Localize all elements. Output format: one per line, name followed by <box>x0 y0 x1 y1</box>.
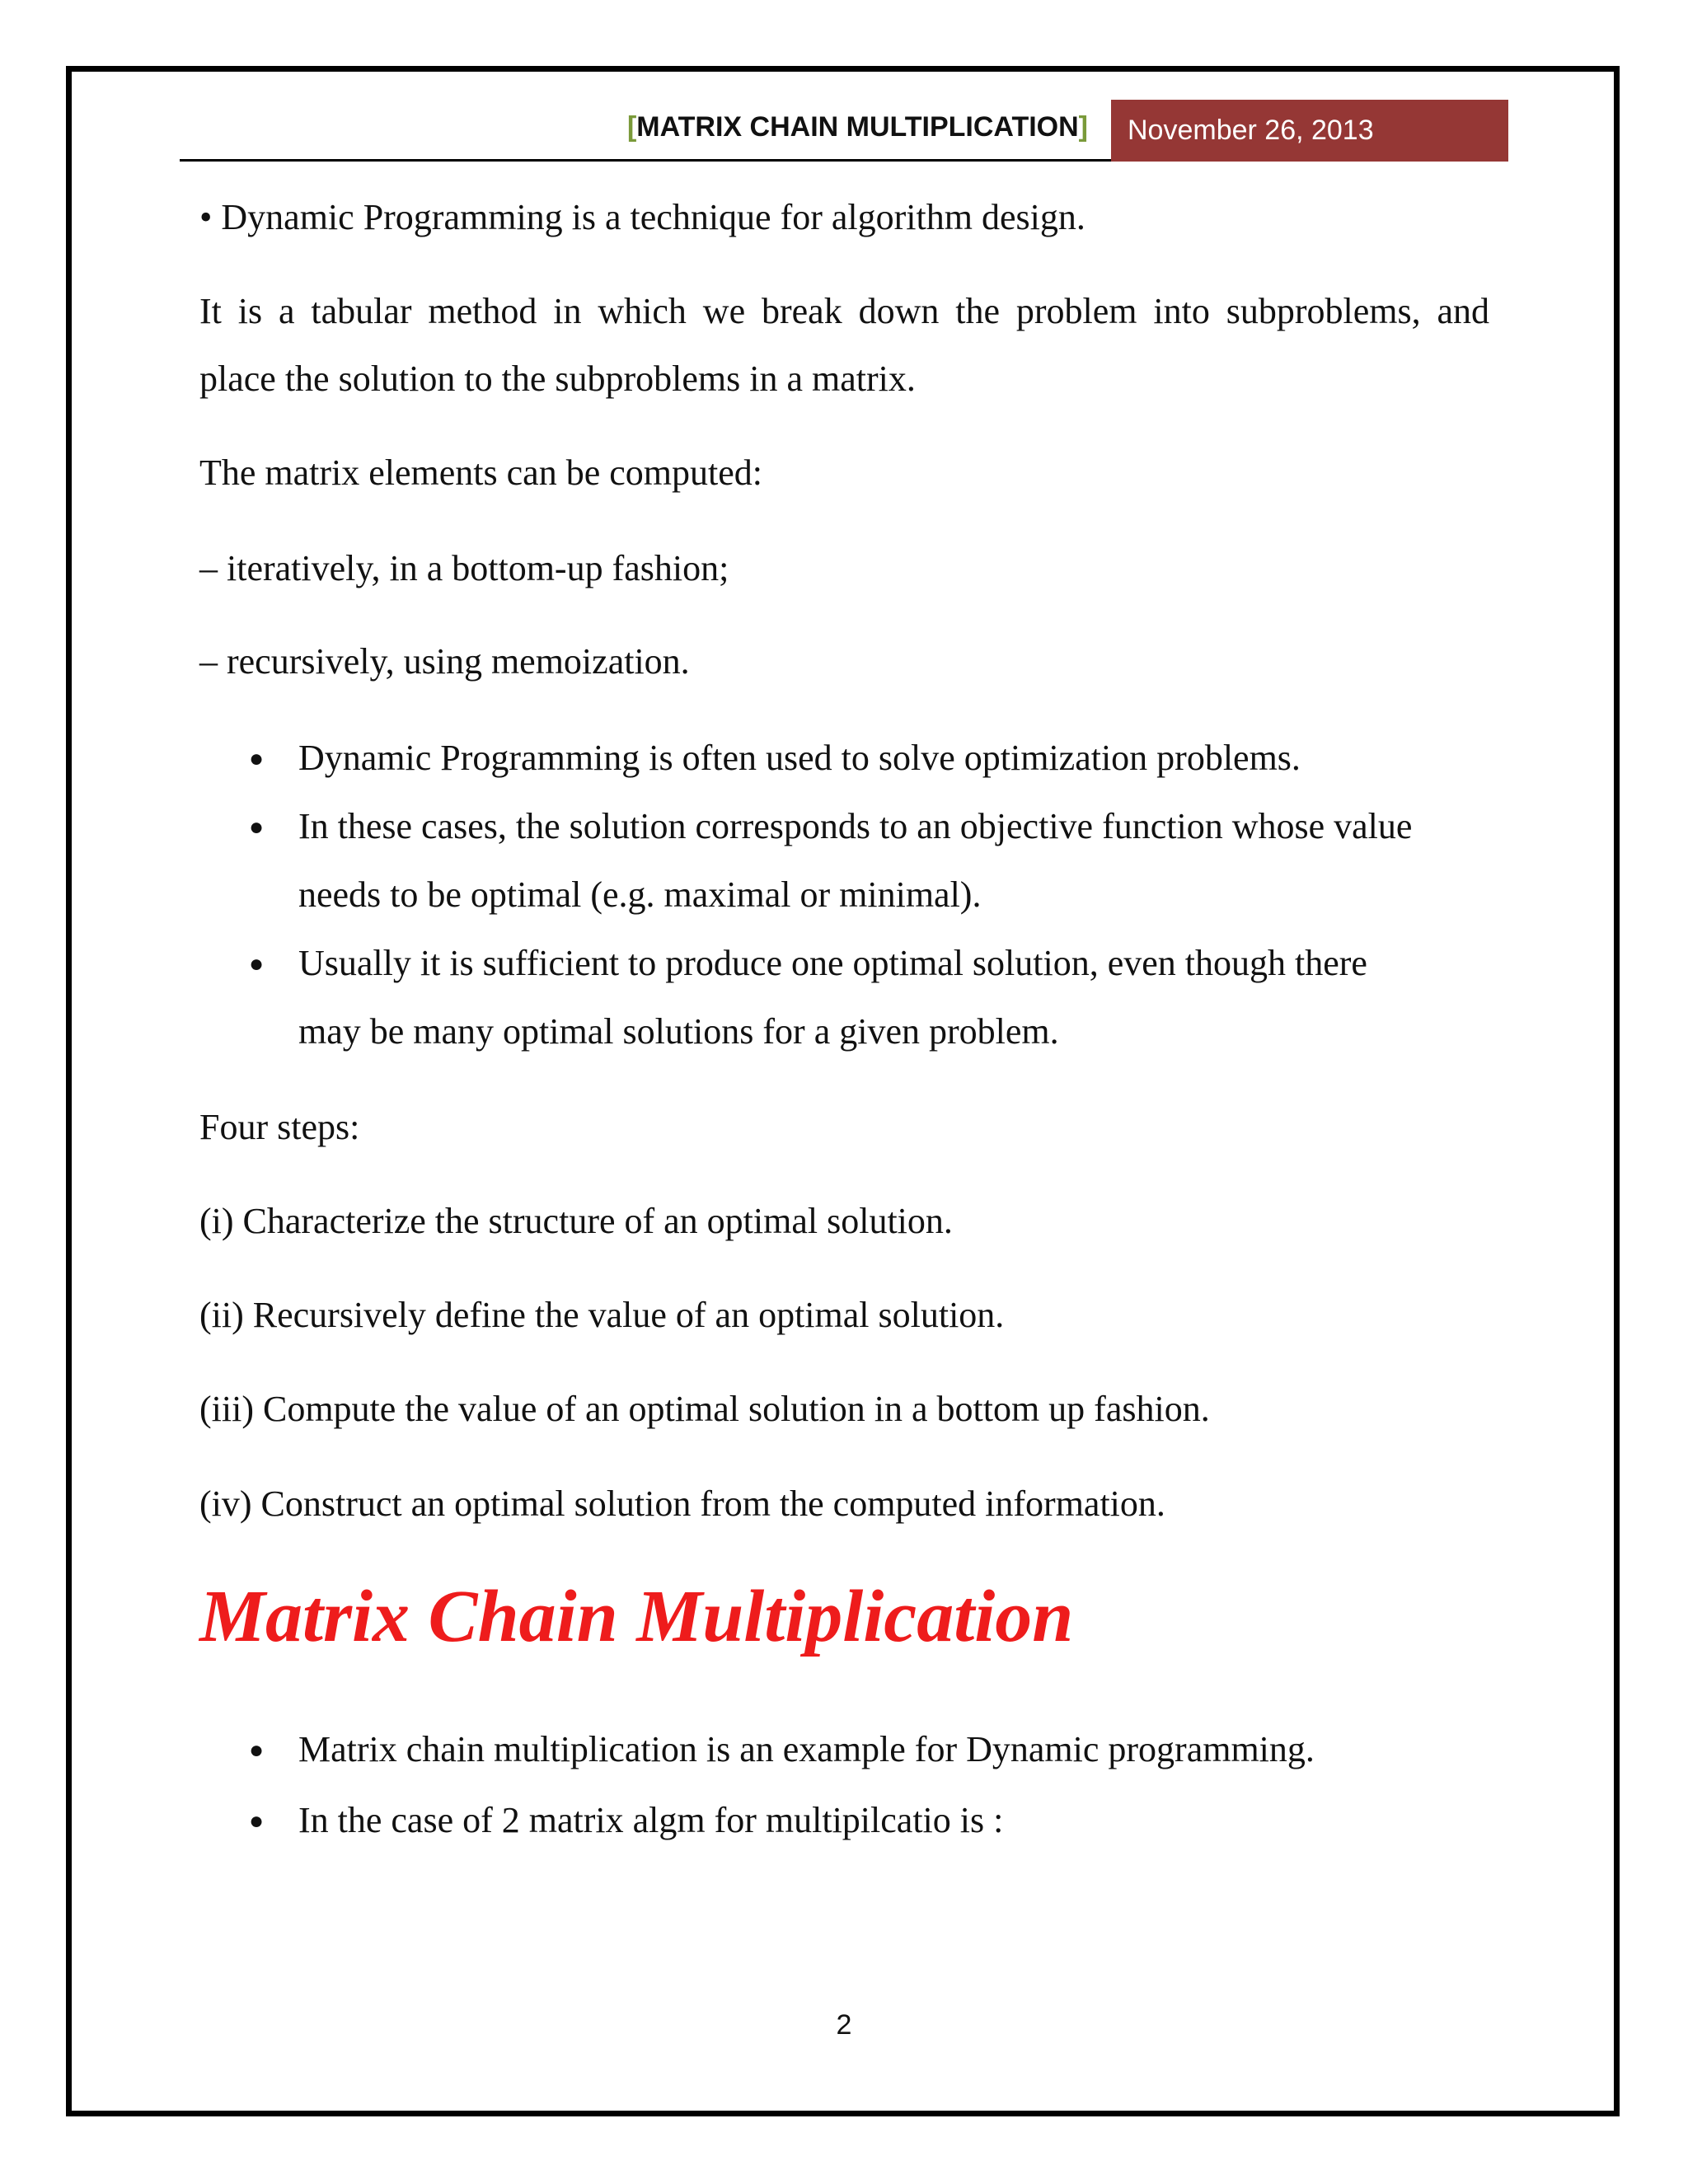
step-2: (ii) Recursively define the value of an optimal solution. <box>199 1295 1005 1335</box>
header-date: November 26, 2013 <box>1111 100 1508 162</box>
dp-bullet-3-line-1: Usually it is sufficient to produce one optimal solution, even though there <box>298 943 1367 983</box>
dp-bullet-1: Dynamic Programming is often used to solve optimization problems. <box>298 738 1301 778</box>
dp-bullet-3-line-2: may be many optimal solutions for a given problem. <box>298 1011 1059 1052</box>
page-number: 2 <box>836 2009 852 2041</box>
computed-intro: The matrix elements can be computed: <box>199 452 762 493</box>
paragraph-1-line-1: It is a tabular method in which we break down the problem into subproblems, and <box>199 291 1489 331</box>
bullet-dot: ● <box>249 950 265 977</box>
paragraph-1-line-2: place the solution to the subproblems in a matrix. <box>199 359 916 399</box>
header-rule <box>180 159 1111 162</box>
bullet-dot: ● <box>249 745 265 772</box>
step-1: (i) Characterize the structure of an optimal solution. <box>199 1201 953 1241</box>
header-title <box>495 111 1088 143</box>
header-title-text: MATRIX CHAIN MULTIPLICATION <box>636 111 1079 143</box>
step-4: (iv) Construct an optimal solution from the computed information. <box>199 1483 1165 1524</box>
dp-bullet-2-line-1: In these cases, the solution corresponds to an objective function whose value <box>298 806 1413 846</box>
intro-bullet: • Dynamic Programming is a technique for algorithm design. <box>199 197 1085 237</box>
computed-recursive: – recursively, using memoization. <box>199 641 690 682</box>
steps-title: Four steps: <box>199 1107 360 1147</box>
bullet-dot: ● <box>249 1736 265 1764</box>
bullet-dot: ● <box>249 813 265 841</box>
header-bracket-open: [ <box>626 111 637 143</box>
step-3: (iii) Compute the value of an optimal solution in a bottom up fashion. <box>199 1389 1210 1429</box>
header-bracket-close: ] <box>1078 111 1088 143</box>
dp-bullet-2-line-2: needs to be optimal (e.g. maximal or minimal). <box>298 874 982 915</box>
computed-iterative: – iteratively, in a bottom-up fashion; <box>199 548 729 588</box>
mcm-bullet-1: Matrix chain multiplication is an example for Dynamic programming. <box>298 1729 1315 1769</box>
mcm-bullet-2: In the case of 2 matrix algm for multipilcatio is : <box>298 1800 1004 1840</box>
section-heading: Matrix Chain Multiplication <box>199 1576 1074 1657</box>
bullet-dot: ● <box>249 1807 265 1835</box>
